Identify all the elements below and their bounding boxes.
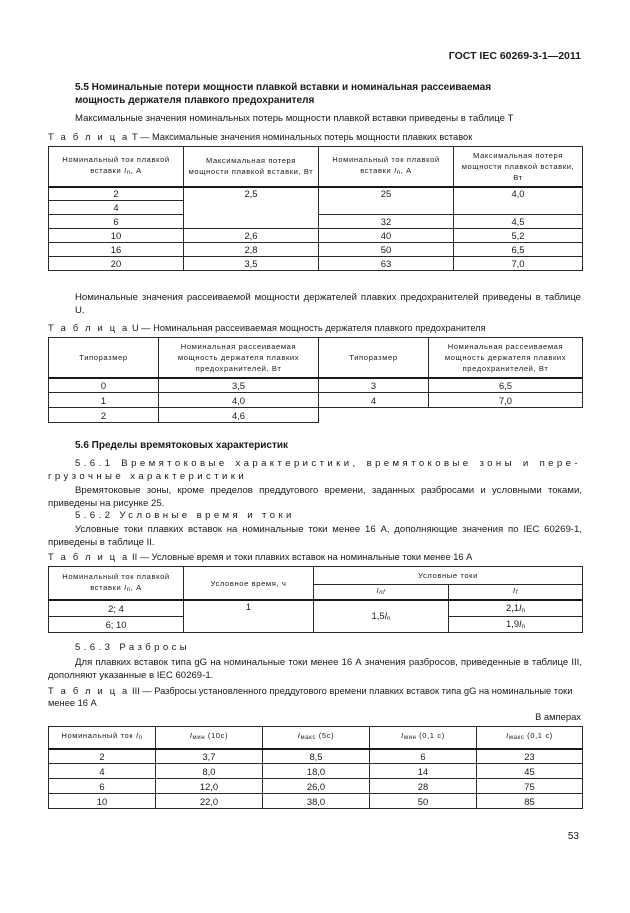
table-header-cell: Номинальная рассеиваемая мощность держателя плавких предохранителей, Вт bbox=[429, 338, 583, 378]
table-cell: 14 bbox=[370, 764, 477, 779]
caption-lead: Т а б л и ц а bbox=[48, 132, 130, 142]
table-cell: 10 bbox=[49, 794, 156, 809]
caption-lead: Т а б л и ц а bbox=[48, 552, 130, 562]
table-cell: 16 bbox=[49, 243, 184, 257]
table-cell: 1 bbox=[184, 600, 314, 632]
table-cell: 6; 10 bbox=[49, 616, 184, 632]
section-5-6-title: 5.6 Пределы времятоковых характеристик bbox=[75, 440, 289, 451]
table-iii bbox=[48, 726, 583, 809]
table-cell: 50 bbox=[370, 794, 477, 809]
table-header-cell: $I_{мин}$ (10с) bbox=[156, 727, 263, 749]
table-cell: 2,5 bbox=[184, 187, 319, 229]
table-cell: 2,8 bbox=[184, 243, 319, 257]
paragraph: Условные токи плавких вставок на номинальные токи менее 16 А, дополняющие значения по IEC 60269-1, приведены в таблице II. bbox=[48, 524, 582, 549]
table-cell: 6 bbox=[49, 779, 156, 794]
table-header-cell: $I_{nf}$ bbox=[314, 585, 449, 601]
table-cell bbox=[429, 408, 583, 423]
table-cell: 2 bbox=[49, 749, 156, 764]
table-cell: 3,7 bbox=[156, 749, 263, 764]
table-cell: 7,0 bbox=[454, 257, 583, 271]
caption-text: T — Максимальные значения номинальных потерь мощности плавких вставок bbox=[131, 132, 473, 142]
table-header-cell: $I_{макс}$ (5с) bbox=[263, 727, 370, 749]
page-number: 53 bbox=[567, 831, 579, 842]
table-cell: 38,0 bbox=[263, 794, 370, 809]
subsection-5-6-3-title: 5.6.3 Разбросы bbox=[75, 642, 191, 653]
table-cell: 2 bbox=[49, 408, 159, 423]
table-cell: 8,5 bbox=[263, 749, 370, 764]
table-cell: 3,5 bbox=[184, 257, 319, 271]
table-header-cell: Номинальный ток плавкой вставки $I_n$, А bbox=[49, 147, 184, 187]
table-header-cell: Номинальный ток плавкой вставки $I_n$, А bbox=[49, 567, 184, 601]
table-header-cell: Номинальный ток плавкой вставки $I_n$, А bbox=[319, 147, 454, 187]
paragraph: Для плавких вставок типа gG на номинальные токи менее 16 А значения разбросов, приведенные в таблице III, дополняют указанные в IEC 60269-1. bbox=[48, 657, 582, 682]
table-cell: 4 bbox=[49, 201, 184, 215]
table-cell: 45 bbox=[477, 764, 583, 779]
caption-text: III — Разбросы установленного преддугового времени плавких вставок типа gG на номинальные токи менее 16 А bbox=[48, 686, 573, 708]
table-header-cell: Максимальная потеря мощности плавкой вставки, Вт bbox=[184, 147, 319, 187]
table-cell: 18,0 bbox=[263, 764, 370, 779]
table-header-cell: $I_{макс}$ (0,1 с) bbox=[477, 727, 583, 749]
table-header-cell: Максимальная потеря мощности плавкой вставки, Вт bbox=[454, 147, 583, 187]
table-cell: 25 bbox=[319, 187, 454, 215]
table-cell: 8,0 bbox=[156, 764, 263, 779]
standard-header: ГОСТ IEC 60269-3-1—2011 bbox=[448, 50, 581, 62]
table-cell: 4 bbox=[319, 393, 429, 408]
table-t-caption bbox=[48, 131, 472, 143]
table-header-cell: Номинальный ток $I_n$ bbox=[49, 727, 156, 749]
table-cell: 4,0 bbox=[454, 187, 583, 215]
table-cell: 63 bbox=[319, 257, 454, 271]
table-header-cell: $I_f$ bbox=[449, 585, 583, 601]
table-u-caption bbox=[48, 322, 486, 334]
table-cell: 2; 4 bbox=[49, 600, 184, 616]
table-cell: 28 bbox=[370, 779, 477, 794]
table-cell: 3 bbox=[319, 378, 429, 393]
table-cell: 23 bbox=[477, 749, 583, 764]
table-cell: 0 bbox=[49, 378, 159, 393]
table-cell: 85 bbox=[477, 794, 583, 809]
caption-lead: Т а б л и ц а bbox=[48, 686, 130, 696]
table-cell: 2,6 bbox=[184, 229, 319, 243]
table-u bbox=[48, 337, 583, 423]
table-cell: 26,0 bbox=[263, 779, 370, 794]
table-cell: 7,0 bbox=[429, 393, 583, 408]
table-cell: 5,2 bbox=[454, 229, 583, 243]
table-iii-caption bbox=[48, 685, 582, 709]
table-cell: 3,5 bbox=[159, 378, 319, 393]
units-note: В амперах bbox=[535, 711, 581, 722]
table-cell: 22,0 bbox=[156, 794, 263, 809]
table-cell: 10 bbox=[49, 229, 184, 243]
table-cell: 6 bbox=[49, 215, 184, 229]
table-cell: 4,6 bbox=[159, 408, 319, 423]
table-cell: 4,5 bbox=[454, 215, 583, 229]
section-5-5-title bbox=[75, 82, 491, 107]
table-header-cell: Условные токи bbox=[314, 567, 583, 585]
title-line: грузочные характеристики bbox=[48, 471, 248, 482]
paragraph: Максимальные значения номинальных потерь мощности плавкой вставки приведены в таблице T bbox=[75, 113, 514, 124]
table-cell: 1 bbox=[49, 393, 159, 408]
section-title-line: мощность держателя плавкого предохранителя bbox=[75, 94, 315, 106]
table-cell: 6 bbox=[370, 749, 477, 764]
table-header-cell: Условное время, ч bbox=[184, 567, 314, 601]
title-line: 5.6.1 Времятоковые характеристики, времятоковые зоны и пере- bbox=[75, 458, 581, 469]
table-cell: 6,5 bbox=[429, 378, 583, 393]
table-cell: 50 bbox=[319, 243, 454, 257]
table-header-cell: Типоразмер bbox=[319, 338, 429, 378]
table-ii bbox=[48, 566, 583, 633]
table-cell: 20 bbox=[49, 257, 184, 271]
table-cell: $1,5I_n$ bbox=[314, 600, 449, 632]
table-cell: 2 bbox=[49, 187, 184, 201]
table-cell: 40 bbox=[319, 229, 454, 243]
table-ii-caption bbox=[48, 551, 472, 563]
caption-text: II — Условные время и токи плавких вставок на номинальные токи менее 16 А bbox=[131, 552, 473, 562]
table-cell: 4 bbox=[49, 764, 156, 779]
subsection-5-6-2-title: 5.6.2 Условные время и токи bbox=[75, 510, 295, 521]
table-cell: 75 bbox=[477, 779, 583, 794]
subsection-5-6-1-title bbox=[75, 457, 581, 470]
section-title-line: 5.5 Номинальные потери мощности плавкой вставки и номинальная рассеиваемая bbox=[75, 82, 492, 93]
caption-text: U — Номинальная рассеиваемая мощность держателя плавкого предохранителя bbox=[131, 323, 486, 333]
table-header-cell: $I_{мин}$ (0,1 с) bbox=[370, 727, 477, 749]
table-cell: $1,9I_n$ bbox=[449, 616, 583, 632]
table-cell: 12,0 bbox=[156, 779, 263, 794]
table-cell: 6,5 bbox=[454, 243, 583, 257]
paragraph: Времятоковые зоны, кроме пределов преддугового времени, заданных разбросами и условными токами, приведены на рисунке 25. bbox=[48, 485, 582, 510]
table-t bbox=[48, 146, 583, 271]
table-cell: 4,0 bbox=[159, 393, 319, 408]
table-header-cell: Типоразмер bbox=[49, 338, 159, 378]
paragraph: Номинальные значения рассеиваемой мощности держателей плавких предохранителей приведены в таблице U. bbox=[75, 292, 581, 317]
table-cell: 32 bbox=[319, 215, 454, 229]
table-cell: $2,1I_n$ bbox=[449, 600, 583, 616]
table-header-cell: Номинальная рассеиваемая мощность держателя плавких предохранителей, Вт bbox=[159, 338, 319, 378]
table-cell bbox=[319, 408, 429, 423]
caption-lead: Т а б л и ц а bbox=[48, 323, 130, 333]
